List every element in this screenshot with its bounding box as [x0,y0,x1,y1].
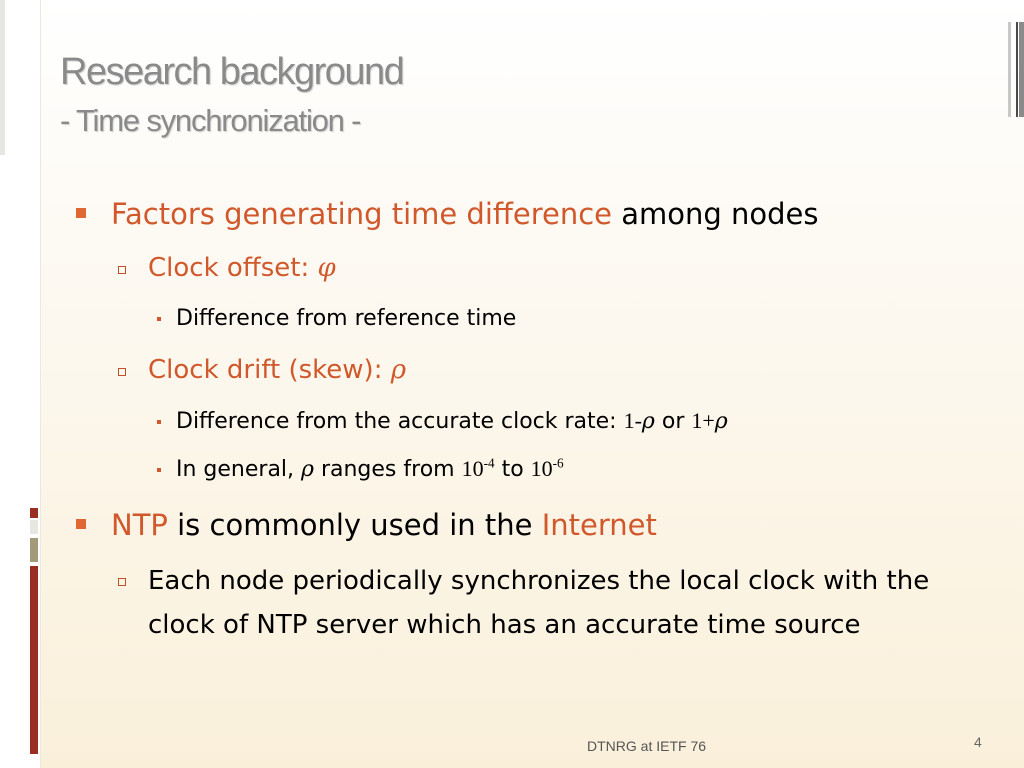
slide-subtitle: - Time synchronization - [60,103,361,138]
internet-highlight: Internet [541,508,657,542]
bullet-clock-drift [148,355,406,385]
bullet-clock-offset [148,253,336,283]
clock-rate-text: Difference from the accurate clock rate: [176,409,624,434]
bullet-factors-highlight: Factors generating time difference [111,197,613,231]
power-exponent: -4 [483,455,495,471]
bullet-hollow-marker [118,368,126,376]
one-plus: 1+ [691,408,715,433]
or-text: or [654,409,692,434]
bullet-ntp [111,508,657,542]
general-text: In general, [176,457,302,482]
bullet-small-marker [157,420,161,424]
ntp-text: is commonly used in the [167,508,542,542]
ntp-highlight: NTP [111,508,168,542]
clock-drift-label: Clock drift (skew): [148,355,391,385]
slide-title: Research background [60,51,404,93]
bullet-small-marker [157,468,161,472]
bullet-each-node: Each node periodically synchronizes the local clock with the clock of NTP server which has an accurate time source [148,566,930,640]
one-minus: 1- [623,408,642,433]
rho-symbol: ρ [714,409,728,434]
rho-symbol: ρ [390,355,407,385]
footer-text: DTNRG at IETF 76 [587,738,707,754]
bullet-square-marker [76,208,86,218]
power-base: 10 [461,456,484,481]
bullet-hollow-marker [118,578,126,586]
bullet-difference-reference: Difference from reference time [176,306,517,331]
bullet-square-marker [76,519,86,529]
phi-symbol: φ [317,253,336,283]
bullet-clock-rate [176,408,728,434]
page-number: 4 [974,734,982,750]
ranges-text: ranges from [313,457,462,482]
rho-symbol: ρ [641,409,655,434]
bullet-hollow-marker [118,266,126,274]
rho-symbol: ρ [301,457,314,482]
bullet-general-range [176,456,564,482]
bullet-factors [111,197,819,231]
clock-offset-label: Clock offset: [148,253,318,283]
power-exponent: -6 [552,455,564,471]
bullet-small-marker [157,317,161,321]
power-base: 10 [530,456,553,481]
to-text: to [494,457,531,482]
bullet-factors-rest: among nodes [612,197,819,231]
